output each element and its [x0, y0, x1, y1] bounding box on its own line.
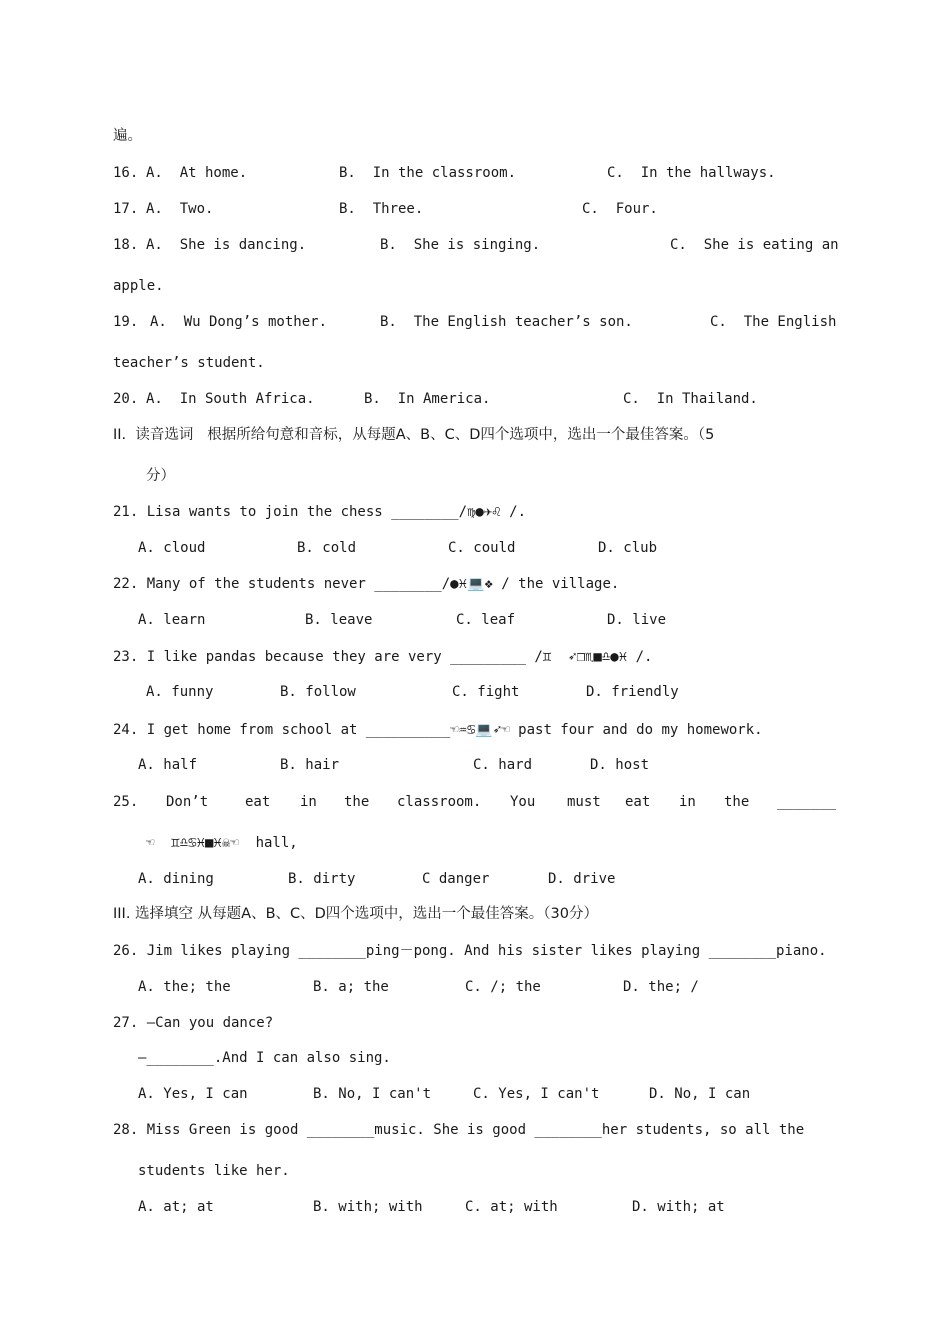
option-c: C. /; the	[465, 979, 541, 995]
stem-continuation: ☜ ♊♎♋♓■♓☠☜ hall,	[146, 835, 298, 851]
question-stem: 26. Jim likes playing ________ping－pong. And his sister likes playing ________piano.	[113, 943, 827, 959]
question-stem: 24. I get home from school at __________☜♒♋💻➶☜ past four and do my homework.	[113, 722, 763, 738]
option-b: B. In America.	[364, 391, 491, 407]
stem-word: You	[510, 794, 536, 810]
stem-word: the	[344, 794, 370, 810]
question-number: 19.	[113, 314, 139, 330]
option-b: B. with; with	[313, 1199, 423, 1215]
question-stem: 27. —Can you dance?	[113, 1015, 274, 1031]
section-heading: III. 选择填空 从每题A、B、C、D四个选项中，选出一个最佳答案。（30分）	[113, 906, 599, 922]
option-d: D. drive	[548, 871, 616, 887]
option-a: A. At home.	[146, 165, 248, 181]
option-d: D. live	[607, 612, 667, 628]
option-a: A. She is dancing.	[146, 237, 307, 253]
option-b: B. She is singing.	[380, 237, 541, 253]
option-a: A. dining	[138, 871, 214, 887]
stem-word: must	[567, 794, 601, 810]
section-heading: II. 读音选词 根据所给句意和音标，从每题A、B、C、D四个选项中，选出一个最佳答案。（5	[113, 427, 715, 443]
option-b: B. cold	[297, 540, 357, 556]
option-a: A. Two.	[146, 201, 214, 217]
stem-word: in	[679, 794, 696, 810]
option-c: C. hard	[473, 757, 533, 773]
option-d: D. No, I can	[649, 1086, 751, 1102]
question-number: 17.	[113, 201, 139, 217]
stem-word: eat	[625, 794, 651, 810]
stem-word: the	[724, 794, 750, 810]
option-a: A. Wu Dong’s mother.	[150, 314, 328, 330]
option-a: A. funny	[146, 684, 214, 700]
question-stem: 28. Miss Green is good ________music. She is good ________her students, so all the	[113, 1122, 805, 1138]
option-c: C. Four.	[582, 201, 658, 217]
option-b: B. a; the	[313, 979, 389, 995]
option-c: C. In the hallways.	[607, 165, 776, 181]
option-b: B. Three.	[339, 201, 424, 217]
option-b: B. dirty	[288, 871, 356, 887]
option-b: B. In the classroom.	[339, 165, 517, 181]
option-continuation: apple.	[113, 278, 164, 294]
question-number: 16.	[113, 165, 139, 181]
option-c: C danger	[422, 871, 490, 887]
option-c: C. leaf	[456, 612, 516, 628]
option-d: D. host	[590, 757, 650, 773]
question-number: 25.	[113, 794, 139, 810]
option-b: B. follow	[280, 684, 356, 700]
dialogue-reply: —________.And I can also sing.	[138, 1050, 391, 1066]
option-b: B. leave	[305, 612, 373, 628]
question-number: 20.	[113, 391, 139, 407]
option-a: A. learn	[138, 612, 206, 628]
stem-word: eat	[245, 794, 271, 810]
option-d: D. the; /	[623, 979, 699, 995]
option-b: B. The English teacher’s son.	[380, 314, 633, 330]
option-c: C. at; with	[465, 1199, 558, 1215]
question-number: 18.	[113, 237, 139, 253]
option-d: D. club	[598, 540, 658, 556]
option-c: C. fight	[452, 684, 520, 700]
option-c: C. Yes, I can't	[473, 1086, 600, 1102]
option-a: A. at; at	[138, 1199, 214, 1215]
continued-text: 遍。	[113, 128, 142, 144]
option-c: C. could	[448, 540, 516, 556]
option-b: B. No, I can't	[313, 1086, 432, 1102]
stem-continuation: students like her.	[138, 1163, 290, 1179]
option-a: A. In South Africa.	[146, 391, 315, 407]
option-a: A. the; the	[138, 979, 231, 995]
question-stem: 22. Many of the students never ________/●♓💻❖ / the village.	[113, 576, 620, 592]
option-a: A. Yes, I can	[138, 1086, 248, 1102]
answer-blank: _______	[777, 794, 837, 810]
question-stem: 21. Lisa wants to join the chess ________/♍●✈♌ /.	[113, 504, 527, 520]
option-b: B. hair	[280, 757, 340, 773]
option-d: D. with; at	[632, 1199, 725, 1215]
option-d: D. friendly	[586, 684, 679, 700]
option-continuation: teacher’s student.	[113, 355, 265, 371]
stem-word: Don’t	[166, 794, 209, 810]
option-c: C. The English	[710, 314, 837, 330]
option-a: A. half	[138, 757, 198, 773]
stem-word: in	[300, 794, 317, 810]
option-c: C. In Thailand.	[623, 391, 758, 407]
question-stem: 23. I like pandas because they are very _________ /♊ ➶❒♏■♎●♓ /.	[113, 649, 653, 665]
stem-word: classroom.	[397, 794, 482, 810]
option-a: A. cloud	[138, 540, 206, 556]
option-c: C. She is eating an	[670, 237, 839, 253]
section-heading-cont: 分）	[146, 468, 175, 484]
